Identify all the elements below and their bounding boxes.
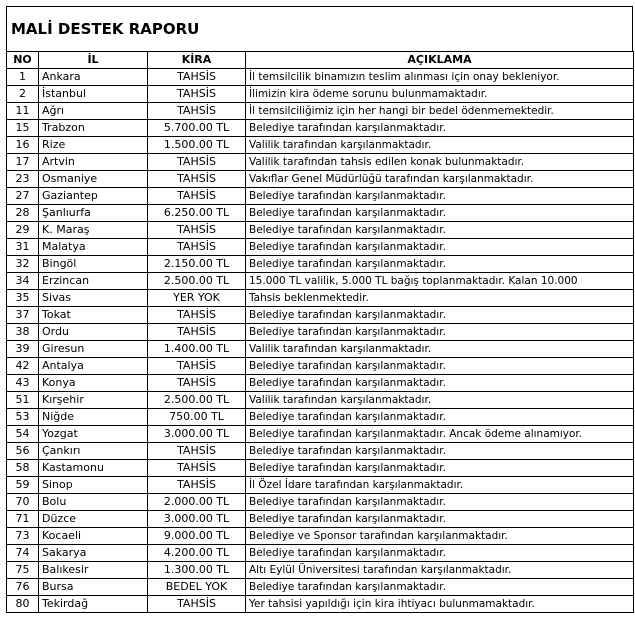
- cell-il: Kastamonu: [39, 460, 148, 477]
- cell-aciklama: Vakıflar Genel Müdürlüğü tarafından karşılanmaktadır.: [246, 171, 634, 188]
- cell-no: 31: [7, 239, 39, 256]
- cell-kira: TAHSİS: [148, 171, 246, 188]
- cell-kira: BEDEL YOK: [148, 579, 246, 596]
- cell-il: Rize: [39, 137, 148, 154]
- cell-aciklama: Belediye tarafından karşılanmaktadır.: [246, 205, 634, 222]
- cell-no: 2: [7, 86, 39, 103]
- cell-kira: TAHSİS: [148, 239, 246, 256]
- cell-il: Sakarya: [39, 545, 148, 562]
- cell-kira: TAHSİS: [148, 69, 246, 86]
- cell-kira: 2.150.00 TL: [148, 256, 246, 273]
- cell-aciklama: Belediye tarafından karşılanmaktadır. Ancak ödeme alınamıyor.: [246, 426, 634, 443]
- cell-aciklama: Belediye tarafından karşılanmaktadır.: [246, 358, 634, 375]
- cell-aciklama: Belediye tarafından karşılanmaktadır.: [246, 188, 634, 205]
- cell-no: 11: [7, 103, 39, 120]
- cell-aciklama: 15.000 TL valilik, 5.000 TL bağış toplanmaktadır. Kalan 10.000: [246, 273, 634, 290]
- table-row: [7, 528, 634, 545]
- header-aciklama: AÇIKLAMA: [246, 52, 634, 69]
- cell-no: 35: [7, 290, 39, 307]
- cell-aciklama: İl Özel İdare tarafından karşılanmaktadır.: [246, 477, 634, 494]
- cell-aciklama: Belediye tarafından karşılanmaktadır.: [246, 307, 634, 324]
- cell-aciklama: Belediye tarafından karşılanmaktadır.: [246, 120, 634, 137]
- report-title: MALİ DESTEK RAPORU: [11, 20, 200, 38]
- cell-no: 29: [7, 222, 39, 239]
- cell-il: Bolu: [39, 494, 148, 511]
- cell-kira: TAHSİS: [148, 86, 246, 103]
- cell-no: 17: [7, 154, 39, 171]
- cell-aciklama: Belediye tarafından karşılanmaktadır.: [246, 545, 634, 562]
- cell-kira: 9.000.00 TL: [148, 528, 246, 545]
- table-row: [7, 222, 634, 239]
- cell-no: 51: [7, 392, 39, 409]
- cell-no: 23: [7, 171, 39, 188]
- header-row: [7, 52, 634, 69]
- cell-il: Bingöl: [39, 256, 148, 273]
- cell-il: Sivas: [39, 290, 148, 307]
- cell-aciklama: İlimizin kira ödeme sorunu bulunmamaktadır.: [246, 86, 634, 103]
- header-no: NO: [7, 52, 39, 69]
- cell-kira: TAHSİS: [148, 443, 246, 460]
- table-row: [7, 596, 634, 613]
- report-body: [7, 69, 634, 613]
- cell-kira: 3.000.00 TL: [148, 426, 246, 443]
- cell-il: Balıkesir: [39, 562, 148, 579]
- report-sheet: [6, 6, 633, 631]
- table-row: [7, 86, 634, 103]
- cell-aciklama: Belediye tarafından karşılanmaktadır.: [246, 239, 634, 256]
- cell-kira: 2.000.00 TL: [148, 494, 246, 511]
- table-row: [7, 171, 634, 188]
- table-row: [7, 545, 634, 562]
- cell-aciklama: Belediye tarafından karşılanmaktadır.: [246, 443, 634, 460]
- cell-il: Ordu: [39, 324, 148, 341]
- table-row: [7, 494, 634, 511]
- cell-no: 76: [7, 579, 39, 596]
- cell-kira: 5.700.00 TL: [148, 120, 246, 137]
- report-table: [6, 51, 634, 613]
- header-il: İL: [39, 52, 148, 69]
- cell-no: 27: [7, 188, 39, 205]
- cell-no: 1: [7, 69, 39, 86]
- cell-kira: 1.400.00 TL: [148, 341, 246, 358]
- cell-kira: TAHSİS: [148, 307, 246, 324]
- cell-no: 56: [7, 443, 39, 460]
- cell-no: 54: [7, 426, 39, 443]
- cell-il: K. Maraş: [39, 222, 148, 239]
- cell-kira: TAHSİS: [148, 103, 246, 120]
- cell-aciklama: Belediye tarafından karşılanmaktadır.: [246, 222, 634, 239]
- cell-il: Tekirdağ: [39, 596, 148, 613]
- cell-aciklama: Yer tahsisi yapıldığı için kira ihtiyacı bulunmamaktadır.: [246, 596, 634, 613]
- title-box: [6, 6, 633, 51]
- table-row: [7, 511, 634, 528]
- cell-no: 39: [7, 341, 39, 358]
- table-row: [7, 239, 634, 256]
- cell-aciklama: Belediye tarafından karşılanmaktadır.: [246, 409, 634, 426]
- cell-il: Antalya: [39, 358, 148, 375]
- cell-kira: 4.200.00 TL: [148, 545, 246, 562]
- table-row: [7, 120, 634, 137]
- cell-aciklama: Belediye tarafından karşılanmaktadır.: [246, 579, 634, 596]
- cell-no: 42: [7, 358, 39, 375]
- cell-kira: YER YOK: [148, 290, 246, 307]
- cell-il: Gaziantep: [39, 188, 148, 205]
- cell-il: Giresun: [39, 341, 148, 358]
- cell-no: 32: [7, 256, 39, 273]
- cell-kira: TAHSİS: [148, 188, 246, 205]
- cell-no: 74: [7, 545, 39, 562]
- cell-il: Trabzon: [39, 120, 148, 137]
- table-row: [7, 290, 634, 307]
- table-row: [7, 103, 634, 120]
- table-row: [7, 358, 634, 375]
- cell-no: 16: [7, 137, 39, 154]
- cell-kira: TAHSİS: [148, 222, 246, 239]
- cell-no: 28: [7, 205, 39, 222]
- cell-aciklama: İl temsilciliğimiz için her hangi bir bedel ödenmemektedir.: [246, 103, 634, 120]
- table-row: [7, 460, 634, 477]
- header-kira: KİRA: [148, 52, 246, 69]
- cell-aciklama: Belediye tarafından karşılanmaktadır.: [246, 460, 634, 477]
- cell-kira: TAHSİS: [148, 324, 246, 341]
- cell-aciklama: Belediye tarafından karşılanmaktadır.: [246, 324, 634, 341]
- cell-il: Şanlıurfa: [39, 205, 148, 222]
- table-row: [7, 477, 634, 494]
- cell-aciklama: Belediye ve Sponsor tarafından karşılanmaktadır.: [246, 528, 634, 545]
- cell-no: 15: [7, 120, 39, 137]
- cell-il: Çankırı: [39, 443, 148, 460]
- cell-il: Niğde: [39, 409, 148, 426]
- table-row: [7, 205, 634, 222]
- cell-aciklama: İl temsilcilik binamızın teslim alınması için onay bekleniyor.: [246, 69, 634, 86]
- table-row: [7, 324, 634, 341]
- cell-no: 59: [7, 477, 39, 494]
- cell-no: 73: [7, 528, 39, 545]
- table-row: [7, 273, 634, 290]
- table-row: [7, 137, 634, 154]
- cell-il: Malatya: [39, 239, 148, 256]
- cell-kira: 2.500.00 TL: [148, 273, 246, 290]
- cell-kira: 1.300.00 TL: [148, 562, 246, 579]
- table-row: [7, 256, 634, 273]
- table-row: [7, 579, 634, 596]
- cell-no: 80: [7, 596, 39, 613]
- cell-no: 71: [7, 511, 39, 528]
- table-row: [7, 392, 634, 409]
- cell-il: Kırşehir: [39, 392, 148, 409]
- cell-kira: TAHSİS: [148, 358, 246, 375]
- cell-il: Konya: [39, 375, 148, 392]
- cell-aciklama: Valilik tarafından karşılanmaktadır.: [246, 392, 634, 409]
- cell-aciklama: Belediye tarafından karşılanmaktadır.: [246, 494, 634, 511]
- cell-il: İstanbul: [39, 86, 148, 103]
- cell-aciklama: Altı Eylül Üniversitesi tarafından karşılanmaktadır.: [246, 562, 634, 579]
- cell-aciklama: Tahsis beklenmektedir.: [246, 290, 634, 307]
- cell-aciklama: Valilik tarafından karşılanmaktadır.: [246, 341, 634, 358]
- cell-kira: 6.250.00 TL: [148, 205, 246, 222]
- cell-kira: TAHSİS: [148, 375, 246, 392]
- cell-il: Tokat: [39, 307, 148, 324]
- cell-no: 75: [7, 562, 39, 579]
- cell-il: Osmaniye: [39, 171, 148, 188]
- cell-kira: TAHSİS: [148, 154, 246, 171]
- cell-il: Bursa: [39, 579, 148, 596]
- cell-aciklama: Belediye tarafından karşılanmaktadır.: [246, 511, 634, 528]
- cell-kira: 750.00 TL: [148, 409, 246, 426]
- cell-il: Kocaeli: [39, 528, 148, 545]
- table-row: [7, 409, 634, 426]
- table-row: [7, 341, 634, 358]
- cell-kira: 1.500.00 TL: [148, 137, 246, 154]
- table-row: [7, 375, 634, 392]
- cell-il: Sinop: [39, 477, 148, 494]
- cell-no: 37: [7, 307, 39, 324]
- table-row: [7, 307, 634, 324]
- table-row: [7, 188, 634, 205]
- cell-kira: TAHSİS: [148, 460, 246, 477]
- cell-il: Ağrı: [39, 103, 148, 120]
- table-row: [7, 69, 634, 86]
- table-row: [7, 426, 634, 443]
- table-row: [7, 443, 634, 460]
- cell-no: 43: [7, 375, 39, 392]
- cell-kira: TAHSİS: [148, 596, 246, 613]
- cell-kira: TAHSİS: [148, 477, 246, 494]
- cell-aciklama: Valilik tarafından tahsis edilen konak bulunmaktadır.: [246, 154, 634, 171]
- cell-no: 53: [7, 409, 39, 426]
- table-row: [7, 562, 634, 579]
- cell-il: Artvin: [39, 154, 148, 171]
- cell-kira: 3.000.00 TL: [148, 511, 246, 528]
- cell-aciklama: Valilik tarafından karşılanmaktadır.: [246, 137, 634, 154]
- cell-no: 70: [7, 494, 39, 511]
- cell-aciklama: Belediye tarafından karşılanmaktadır.: [246, 256, 634, 273]
- table-row: [7, 154, 634, 171]
- cell-il: Düzce: [39, 511, 148, 528]
- cell-kira: 2.500.00 TL: [148, 392, 246, 409]
- cell-il: Erzincan: [39, 273, 148, 290]
- cell-il: Yozgat: [39, 426, 148, 443]
- cell-no: 38: [7, 324, 39, 341]
- cell-no: 58: [7, 460, 39, 477]
- cell-no: 34: [7, 273, 39, 290]
- cell-aciklama: Belediye tarafından karşılanmaktadır.: [246, 375, 634, 392]
- cell-il: Ankara: [39, 69, 148, 86]
